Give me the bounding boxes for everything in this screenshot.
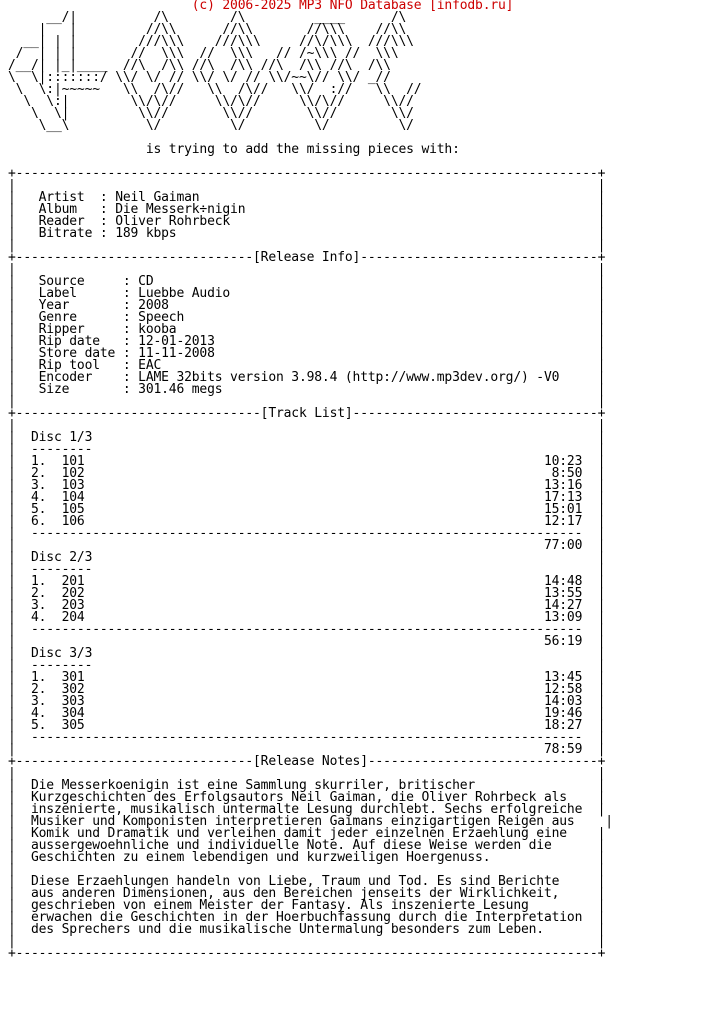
- nfo-line-text: | Rip tool : EAC |: [8, 358, 606, 373]
- nfo-line-border: +--------------------------------[Track List]--------------------------------+: [8, 406, 606, 421]
- nfo-line-text: | Source : CD |: [8, 274, 606, 289]
- nfo-line-text: | Size : 301.46 megs |: [8, 382, 606, 397]
- nfo-line-text: | 77:00 |: [8, 538, 606, 553]
- nfo-line-art: \__\ \/ \/ \/ \/: [8, 118, 414, 133]
- nfo-line-text: | ------------------------------------------------------------------------ |: [8, 730, 606, 745]
- nfo-line-border: | |: [8, 418, 606, 433]
- nfo-document: [8, 0, 708, 1020]
- nfo-line-text: | erwachen die Geschichten in der Hoerbuchfassung durch die Interpretation |: [8, 910, 606, 925]
- nfo-line-text: | 3. 203 14:27 |: [8, 598, 606, 613]
- nfo-line-border: +-------------------------------[Release Notes]------------------------------+: [8, 754, 606, 769]
- nfo-line-text: | Disc 2/3 |: [8, 550, 606, 565]
- nfo-line-copyright: (c) 2006-2025 MP3 NFO Database [infodb.ru]: [8, 0, 514, 13]
- nfo-line-art: \ \| \\// \\// \\// \\/: [8, 106, 414, 121]
- nfo-line-art: \ \:|~~~~~ \\ /\// \\ /\// \\/ :// \\ //: [8, 82, 422, 97]
- nfo-line-text: | Kurzgeschichten des Erfolgsautors Neil Gaiman, die Oliver Rohrbeck als |: [8, 790, 606, 805]
- nfo-line-art: \ \:| \\/\// \\/\// \\/\// \\//: [8, 94, 414, 109]
- nfo-line-text: | geschrieben von einem Meister der Fantasy. Als inszenierte Lesung |: [8, 898, 606, 913]
- nfo-line-text: | Geschichten zu einem lebendigen und kurzweiligen Hoergenuss. |: [8, 850, 606, 865]
- nfo-line-text: | 4. 104 17:13 |: [8, 490, 606, 505]
- nfo-line-text: | Label : Luebbe Audio |: [8, 286, 606, 301]
- nfo-line-text: | Reader : Oliver Rohrbeck |: [8, 214, 606, 229]
- nfo-line-text: | Komik und Dramatik und verleihen damit jeder einzelnen Erzaehlung eine |: [8, 826, 606, 841]
- nfo-line-text: | aussergewoehnliche und individuelle Note. Auf diese Weise werden die |: [8, 838, 606, 853]
- nfo-text-block: [8, 0, 708, 960]
- nfo-line-border: | |: [8, 238, 606, 253]
- nfo-line-border: | |: [8, 178, 606, 193]
- nfo-line-border: +----------------------------------------------------------------------------+: [8, 166, 606, 181]
- nfo-line-text: is trying to add the missing pieces with:: [8, 142, 460, 157]
- nfo-line-text: | inszenierte, musikalisch untermalte Lesung durchlebt. Sechs erfolgreiche |: [8, 802, 606, 817]
- nfo-line-border: +----------------------------------------------------------------------------+: [8, 946, 606, 961]
- nfo-line-border: | |: [8, 934, 606, 949]
- nfo-line-text: | aus anderen Dimensionen, aus den Bereichen jenseits der Wirklichkeit, |: [8, 886, 606, 901]
- nfo-line-text: | Encoder : LAME 32bits version 3.98.4 (http://www.mp3dev.org/) -V0 |: [8, 370, 606, 385]
- nfo-line-text: | Disc 3/3 |: [8, 646, 606, 661]
- nfo-line-text: | Ripper : kooba |: [8, 322, 606, 337]
- nfo-line-art: __| | | ///\\\ ///\\\ //\/\\\ ///\\\: [8, 34, 414, 49]
- nfo-line-text: | 3. 103 13:16 |: [8, 478, 606, 493]
- nfo-line-text: | ------------------------------------------------------------------------ |: [8, 526, 606, 541]
- nfo-line-text: | Disc 1/3 |: [8, 430, 606, 445]
- nfo-line-text: | Musiker und Komponisten interpretieren Gaimans einzigartigen Reigen aus |: [8, 814, 613, 829]
- nfo-line-border: | |: [8, 862, 606, 877]
- nfo-line-text: | 1. 201 14:48 |: [8, 574, 606, 589]
- nfo-line-text: | 1. 301 13:45 |: [8, 670, 606, 685]
- nfo-line-art: | | //\\ //\\ //\\\ //\\: [8, 22, 407, 37]
- nfo-line-art: /__/| |_|____ //\ /\\ //\ /\\ //\ /\\ //\ /\\: [8, 58, 391, 73]
- nfo-line-text: | 56:19 |: [8, 634, 606, 649]
- nfo-line-border: | |: [8, 394, 606, 409]
- nfo-line-border: | |: [8, 262, 606, 277]
- nfo-line-text: | Store date : 11-11-2008 |: [8, 346, 606, 361]
- nfo-line-text: | 4. 304 19:46 |: [8, 706, 606, 721]
- nfo-line-text: | des Sprechers und die musikalische Untermalung besonders zum Leben. |: [8, 922, 606, 937]
- nfo-line-text: | 78:59 |: [8, 742, 606, 757]
- nfo-line-text: | 3. 303 14:03 |: [8, 694, 606, 709]
- nfo-line-text: | 6. 106 12:17 |: [8, 514, 606, 529]
- nfo-line-text: | 1. 101 10:23 |: [8, 454, 606, 469]
- nfo-line-border: | |: [8, 766, 606, 781]
- nfo-line-text: | -------- |: [8, 562, 606, 577]
- nfo-line-text: | Album : Die Messerk÷nigin |: [8, 202, 606, 217]
- nfo-line-art: \ \|:::::::/ \\/ \/ // \\/ \/ // \\/~~\// \\/ _//: [8, 70, 399, 85]
- nfo-line-art: / | | | // \\\ // \\\ // /~\\\ // \\\: [8, 46, 399, 61]
- nfo-line-border: +-------------------------------[Release Info]-------------------------------+: [8, 250, 606, 265]
- nfo-line-text: | Genre : Speech |: [8, 310, 606, 325]
- nfo-line-text: | Bitrate : 189 kbps |: [8, 226, 606, 241]
- nfo-line-text: | Die Messerkoenigin ist eine Sammlung skurriler, britischer |: [8, 778, 606, 793]
- nfo-line-text: | Year : 2008 |: [8, 298, 606, 313]
- nfo-line-text: | 2. 302 12:58 |: [8, 682, 606, 697]
- nfo-line-text: | -------- |: [8, 658, 606, 673]
- nfo-line-text: | -------- |: [8, 442, 606, 457]
- nfo-line-text: | 2. 202 13:55 |: [8, 586, 606, 601]
- nfo-line-text: | Rip date : 12-01-2013 |: [8, 334, 606, 349]
- nfo-line-art: __/| /\ /\ ____ /\: [8, 10, 407, 25]
- nfo-line-text: | Diese Erzaehlungen handeln von Liebe, Traum und Tod. Es sind Berichte |: [8, 874, 606, 889]
- nfo-line-text: | 4. 204 13:09 |: [8, 610, 606, 625]
- nfo-line-text: | ------------------------------------------------------------------------ |: [8, 622, 606, 637]
- nfo-line-text: | 2. 102 8:50 |: [8, 466, 606, 481]
- nfo-line-text: | 5. 305 18:27 |: [8, 718, 606, 733]
- nfo-line-text: | Artist : Neil Gaiman |: [8, 190, 606, 205]
- nfo-line-text: | 5. 105 15:01 |: [8, 502, 606, 517]
